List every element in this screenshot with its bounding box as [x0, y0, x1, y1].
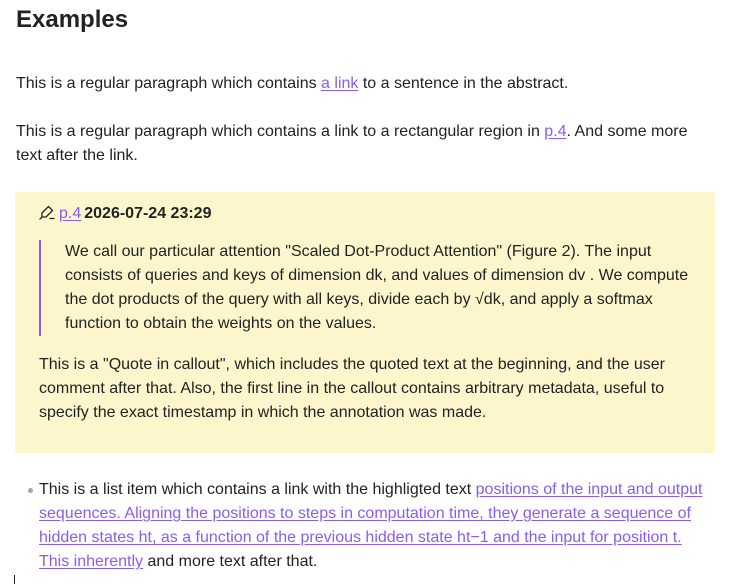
annotation-timestamp: 2026-07-24 23:29	[84, 205, 212, 222]
page-heading: Examples	[16, 6, 129, 33]
paragraph-text: This is a regular paragraph which contains a link to a rectangular region in	[16, 123, 545, 140]
paragraph-text: to a sentence in the abstract.	[358, 75, 569, 92]
paragraph-text: This is a regular paragraph which contains	[16, 75, 322, 92]
paragraph-region-link	[16, 120, 716, 168]
highlight-link[interactable]: positions of the input and output sequences. Aligning the positions to steps in computation time, they generate a sequence of hidden states ht, as a function of the previous hidden state ht−1 and the input for position t. This inherently	[39, 481, 703, 570]
abstract-sentence-link[interactable]: a link	[321, 75, 359, 92]
bullet-dot	[28, 488, 33, 493]
list-item	[16, 478, 716, 574]
callout-comment: This is a "Quote in callout", which includes the quoted text at the beginning, and the user comment after that. Also, the first line in the callout contains arbitrary metadata, useful to specify the exact timestamp in which the annotation was made.	[39, 356, 665, 421]
paragraph-text: . And some more text after the link.	[16, 123, 688, 164]
text-cursor	[14, 575, 15, 584]
quote-callout	[15, 192, 715, 453]
bullet-list	[16, 478, 716, 574]
callout-page-link[interactable]: p.4	[59, 205, 82, 222]
callout-header	[39, 202, 211, 226]
list-item-text: and more text after that.	[143, 553, 318, 570]
quoted-text: We call our particular attention "Scaled Dot-Product Attention" (Figure 2). The input consists of queries and keys of dimension dk, and values of dimension dv . We compute the dot products of the query with all keys, divide each by √dk, and apply a softmax function to obtain the weights on the values.	[39, 240, 707, 336]
highlighter-icon	[39, 204, 55, 220]
list-item-text: This is a list item which contains a link with the highligted text	[39, 481, 476, 498]
paragraph-abstract-link	[16, 72, 716, 96]
page-region-link[interactable]: p.4	[544, 123, 567, 140]
